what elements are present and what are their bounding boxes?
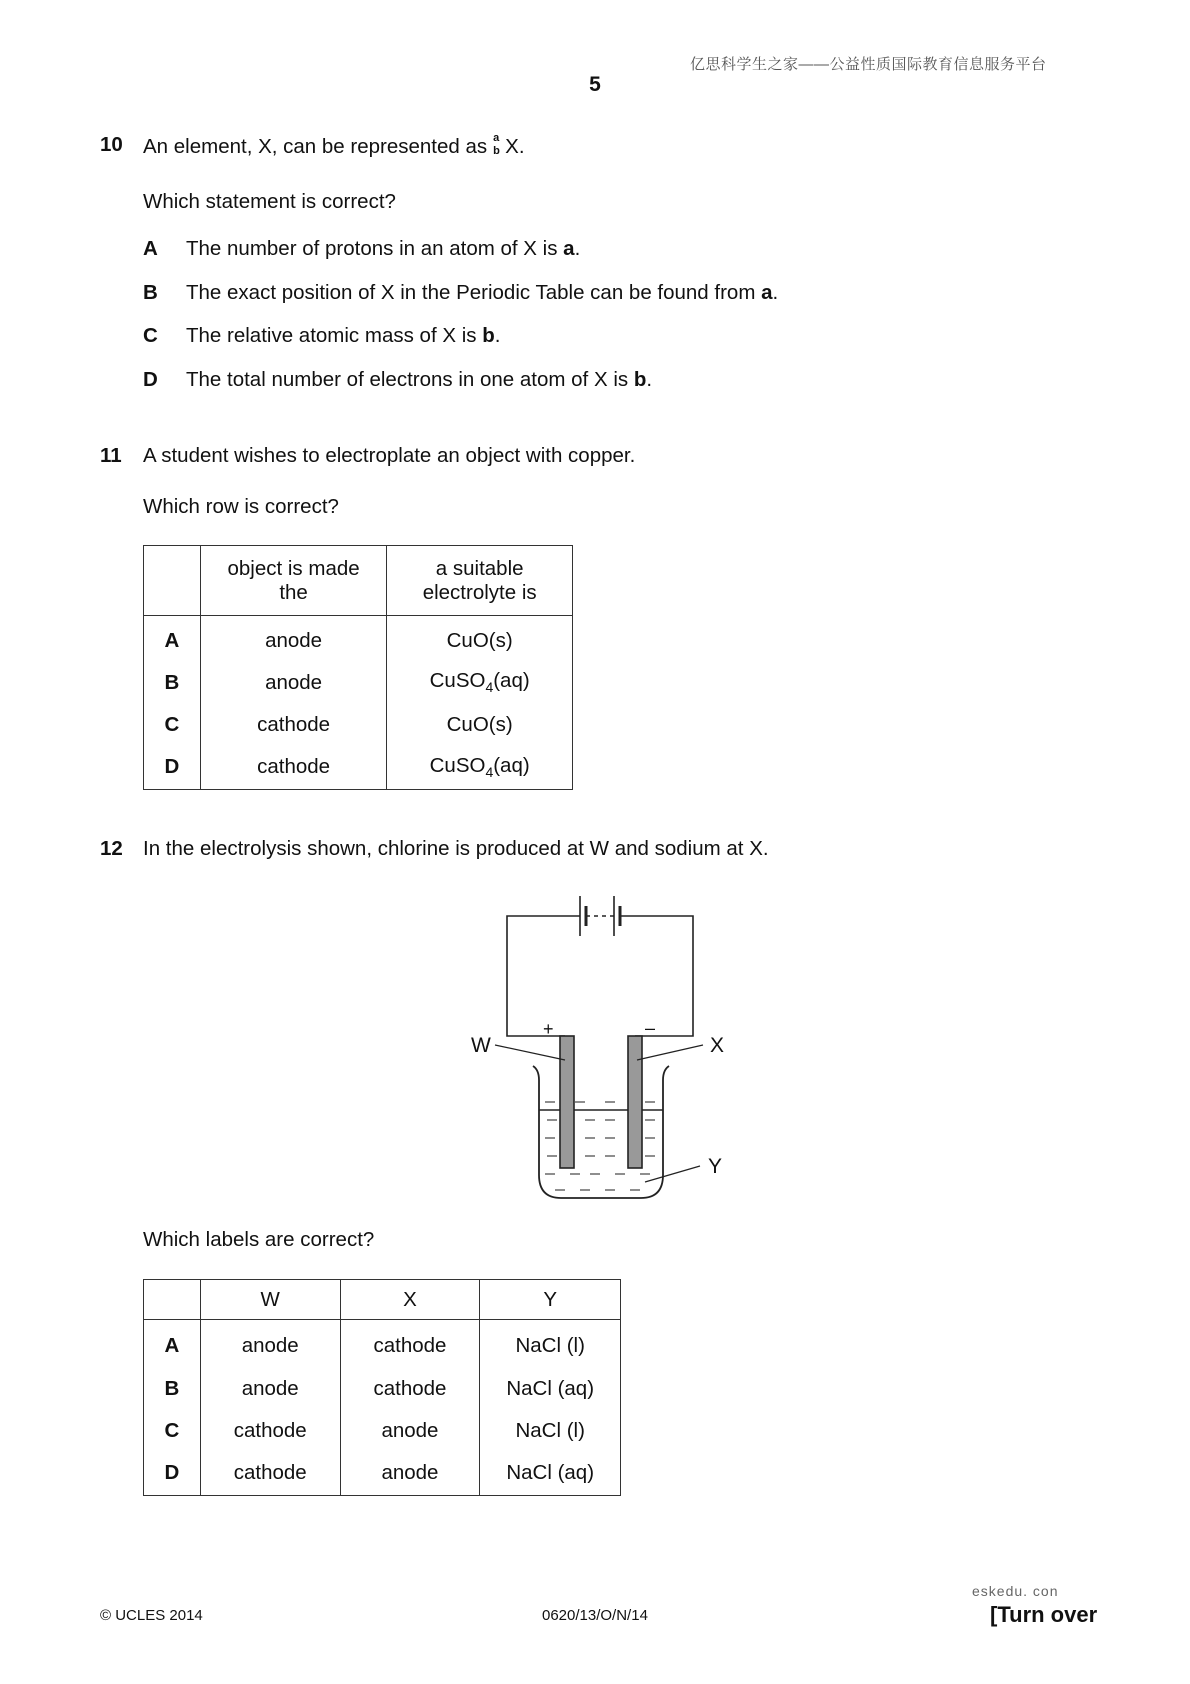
option-text-end: . xyxy=(574,237,581,260)
question-10-stem-end: . xyxy=(518,135,525,158)
question-12-prompt: Which labels are correct? xyxy=(143,1228,375,1251)
table-header-w: W xyxy=(200,1280,340,1320)
row-letter: A xyxy=(144,616,201,662)
row-x: cathode xyxy=(340,1368,480,1410)
turn-over: [Turn over xyxy=(990,1602,1098,1627)
label-y: Y xyxy=(708,1155,723,1178)
row-x: anode xyxy=(340,1410,480,1452)
label-w-pointer xyxy=(495,1045,565,1060)
table-row xyxy=(144,616,573,662)
isotope-mass-number: a xyxy=(493,132,500,144)
wire-left xyxy=(507,916,580,1036)
row-letter: C xyxy=(144,1410,201,1452)
option-letter: B xyxy=(143,281,158,304)
watermark-text: 亿思科学生之家——公益性质国际教育信息服务平台 xyxy=(690,56,1047,73)
row-letter: A xyxy=(144,1320,201,1368)
question-11-prompt: Which row is correct? xyxy=(143,495,339,518)
option-text xyxy=(186,281,778,305)
table-row xyxy=(144,1368,621,1410)
beaker xyxy=(533,1066,669,1198)
site-watermark: eskedu. con xyxy=(972,1583,1059,1599)
header-line: electrolyte is xyxy=(422,580,537,604)
option-text xyxy=(186,368,652,392)
header-line: object is made xyxy=(227,556,360,580)
option-text xyxy=(186,237,580,261)
header-line: a suitable xyxy=(435,556,524,580)
row-y: NaCl (l) xyxy=(480,1320,621,1368)
row-y: NaCl (l) xyxy=(480,1410,621,1452)
copyright: © UCLES 2014 xyxy=(100,1607,203,1624)
row-w: anode xyxy=(200,1320,340,1368)
question-10-option-a xyxy=(143,237,581,261)
row-electrolyte: CuO(s) xyxy=(387,704,573,746)
table-row xyxy=(144,704,573,746)
option-text-main: The total number of electrons in one atom of X is xyxy=(186,368,634,391)
table-header-electrolyte xyxy=(387,546,573,616)
row-letter: D xyxy=(144,746,201,790)
question-10-option-b xyxy=(143,281,779,305)
row-object: cathode xyxy=(200,746,387,790)
question-10-stem xyxy=(143,133,525,159)
row-w: cathode xyxy=(200,1452,340,1496)
question-10-prompt: Which statement is correct? xyxy=(143,190,396,213)
question-10-option-d xyxy=(143,368,653,392)
option-letter: A xyxy=(143,237,158,260)
table-row xyxy=(144,1452,621,1496)
table-header-row xyxy=(144,546,573,616)
table-row xyxy=(144,1410,621,1452)
table-header-object xyxy=(200,546,387,616)
row-object: anode xyxy=(200,662,387,704)
option-text-main: The exact position of X in the Periodic Table can be found from xyxy=(186,281,762,304)
page-number: 5 xyxy=(589,73,601,96)
row-electrolyte: CuO(s) xyxy=(387,616,573,662)
electrolysis-diagram xyxy=(455,880,745,1210)
table-header-empty xyxy=(144,546,201,616)
isotope-notation xyxy=(491,133,505,159)
option-letter: C xyxy=(143,324,158,347)
row-electrolyte: CuSO$_4$(aq) xyxy=(387,662,573,704)
label-y-pointer xyxy=(645,1166,700,1182)
question-11-stem: A student wishes to electroplate an object with copper. xyxy=(143,444,636,467)
question-10-number: 10 xyxy=(100,133,123,156)
option-text-end: . xyxy=(646,368,653,391)
row-w: anode xyxy=(200,1368,340,1410)
row-x: cathode xyxy=(340,1320,480,1368)
table-header-row xyxy=(144,1280,621,1320)
table-header-empty xyxy=(144,1280,201,1320)
option-text-main: The number of protons in an atom of X is xyxy=(186,237,564,260)
row-letter: B xyxy=(144,662,201,704)
table-header-x: X xyxy=(340,1280,480,1320)
question-10-stem-text: An element, X, can be represented as xyxy=(143,135,488,158)
question-10-option-c xyxy=(143,324,501,348)
table-row xyxy=(144,746,573,790)
label-w: W xyxy=(471,1034,491,1057)
header-line: the xyxy=(279,580,308,604)
row-x: anode xyxy=(340,1452,480,1496)
question-11-number: 11 xyxy=(100,444,122,467)
row-w: cathode xyxy=(200,1410,340,1452)
electrode-w xyxy=(560,1036,574,1168)
option-text-bold: b xyxy=(633,368,647,391)
wire-right xyxy=(620,916,693,1036)
row-object: cathode xyxy=(200,704,387,746)
option-text-main: The relative atomic mass of X is xyxy=(186,324,483,347)
row-electrolyte: CuSO$_4$(aq) xyxy=(387,746,573,790)
table-header-y: Y xyxy=(480,1280,621,1320)
plus-sign: + xyxy=(543,1019,554,1039)
question-12-stem: In the electrolysis shown, chlorine is produced at W and sodium at X. xyxy=(143,837,769,860)
label-x: X xyxy=(710,1034,725,1057)
option-text xyxy=(186,324,500,348)
question-11-table xyxy=(143,545,573,790)
paper-code: 0620/13/O/N/14 xyxy=(542,1607,648,1624)
question-12-table xyxy=(143,1279,621,1496)
label-x-pointer xyxy=(637,1045,703,1060)
row-letter: B xyxy=(144,1368,201,1410)
option-letter: D xyxy=(143,368,158,391)
table-row xyxy=(144,662,573,704)
row-object: anode xyxy=(200,616,387,662)
row-y: NaCl (aq) xyxy=(480,1452,621,1496)
option-text-end: . xyxy=(772,281,779,304)
table-row xyxy=(144,1320,621,1368)
isotope-symbol: X xyxy=(505,135,519,158)
row-y: NaCl (aq) xyxy=(480,1368,621,1410)
option-text-bold: a xyxy=(563,237,575,260)
option-text-bold: b xyxy=(482,324,495,347)
question-12-number: 12 xyxy=(100,837,123,860)
option-text-bold: a xyxy=(761,281,773,304)
minus-sign: – xyxy=(645,1018,656,1038)
row-letter: C xyxy=(144,704,201,746)
row-letter: D xyxy=(144,1452,201,1496)
electrode-x xyxy=(628,1036,642,1168)
isotope-atomic-number: b xyxy=(493,145,500,157)
option-text-end: . xyxy=(494,324,501,347)
